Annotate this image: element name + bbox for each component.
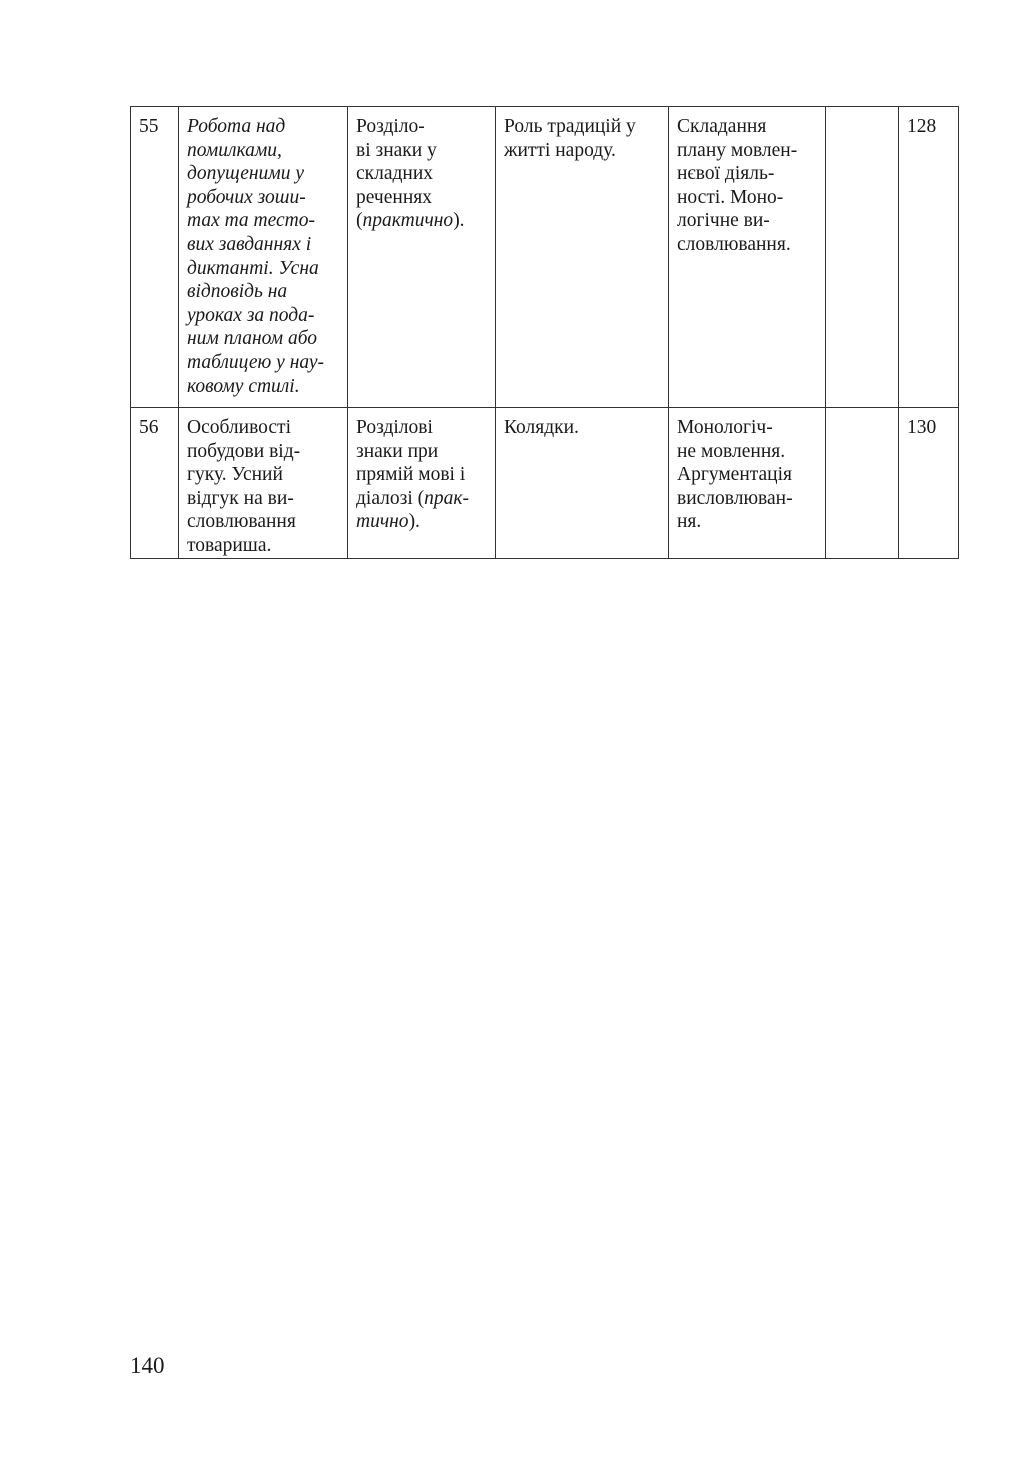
speech-line: Складання bbox=[677, 116, 767, 137]
grammar-line: Розділові bbox=[356, 417, 433, 438]
topic-line: відгук на ви- bbox=[187, 487, 294, 509]
empty-cell bbox=[826, 107, 899, 408]
culture-cell bbox=[496, 408, 669, 559]
speech-cell bbox=[669, 107, 826, 408]
grammar-line: діалозі ( bbox=[356, 487, 425, 509]
topic-line: тах та тесто- bbox=[187, 210, 316, 232]
topic-line: диктанті. Усна bbox=[187, 257, 319, 279]
speech-line: логічне ви- bbox=[677, 210, 770, 232]
topic-line: Особливості bbox=[187, 417, 291, 438]
page-ref-cell bbox=[899, 107, 959, 408]
topic-line: робочих зоши- bbox=[187, 186, 306, 208]
speech-line: висловлюван- bbox=[677, 487, 793, 509]
grammar-line: знаки при bbox=[356, 440, 439, 462]
lesson-plan-table bbox=[130, 106, 959, 559]
topic-line: таблицею у нау- bbox=[187, 351, 325, 373]
topic-line: уроках за пода- bbox=[187, 304, 315, 326]
speech-line: ності. Моно- bbox=[677, 186, 784, 208]
table-row bbox=[131, 107, 959, 408]
lesson-topic-cell bbox=[179, 107, 348, 408]
grammar-cell bbox=[348, 107, 496, 408]
lesson-number-cell bbox=[131, 107, 179, 408]
speech-line: не мовлення. bbox=[677, 440, 786, 462]
topic-line: товариша. bbox=[187, 534, 272, 556]
speech-line: Монологіч- bbox=[677, 417, 773, 438]
speech-line: плану мовлен- bbox=[677, 139, 798, 161]
grammar-paren-open: ( bbox=[356, 210, 363, 232]
topic-line: вих завданнях і bbox=[187, 233, 312, 255]
grammar-line: Розділо- bbox=[356, 116, 425, 137]
culture-line: Колядки. bbox=[504, 417, 579, 438]
lesson-number: 55 bbox=[139, 116, 159, 137]
topic-line: відповідь на bbox=[187, 281, 288, 303]
topic-line: помилками, bbox=[187, 139, 282, 161]
page-ref: 130 bbox=[907, 417, 937, 438]
grammar-line: прямій мові і bbox=[356, 464, 466, 486]
grammar-italic-note: практично bbox=[362, 210, 454, 232]
grammar-cell bbox=[348, 408, 496, 559]
topic-line: гуку. Усний bbox=[187, 464, 283, 486]
speech-cell bbox=[669, 408, 826, 559]
culture-line: Роль традицій у bbox=[504, 116, 636, 137]
page-ref-cell bbox=[899, 408, 959, 559]
topic-line: Робота над bbox=[187, 116, 286, 137]
speech-line: ня. bbox=[677, 511, 702, 533]
grammar-paren-close: ). bbox=[453, 210, 465, 232]
speech-line: словлювання. bbox=[677, 233, 791, 255]
table-row bbox=[131, 408, 959, 559]
culture-line: житті народу. bbox=[504, 139, 616, 161]
topic-line: допущеними у bbox=[187, 163, 305, 185]
grammar-line: ві знаки у bbox=[356, 139, 437, 161]
lesson-topic-cell bbox=[179, 408, 348, 559]
page-number: 140 bbox=[130, 1353, 165, 1378]
speech-line: нєвої діяль- bbox=[677, 163, 775, 185]
culture-cell bbox=[496, 107, 669, 408]
speech-line: Аргументація bbox=[677, 464, 792, 486]
grammar-line: складних bbox=[356, 163, 434, 185]
grammar-line: реченнях bbox=[356, 186, 432, 208]
page-ref: 128 bbox=[907, 116, 937, 137]
topic-line: ковому стилі. bbox=[187, 375, 300, 397]
grammar-paren-close: ). bbox=[408, 511, 420, 533]
empty-cell bbox=[826, 408, 899, 559]
topic-line: ним планом або bbox=[187, 328, 318, 350]
topic-line: побудови від- bbox=[187, 440, 301, 462]
lesson-number-cell bbox=[131, 408, 179, 559]
lesson-number: 56 bbox=[139, 417, 159, 438]
grammar-italic-note: прак- bbox=[424, 487, 470, 509]
topic-line: словлювання bbox=[187, 511, 296, 533]
grammar-italic-note: тично bbox=[356, 511, 409, 533]
